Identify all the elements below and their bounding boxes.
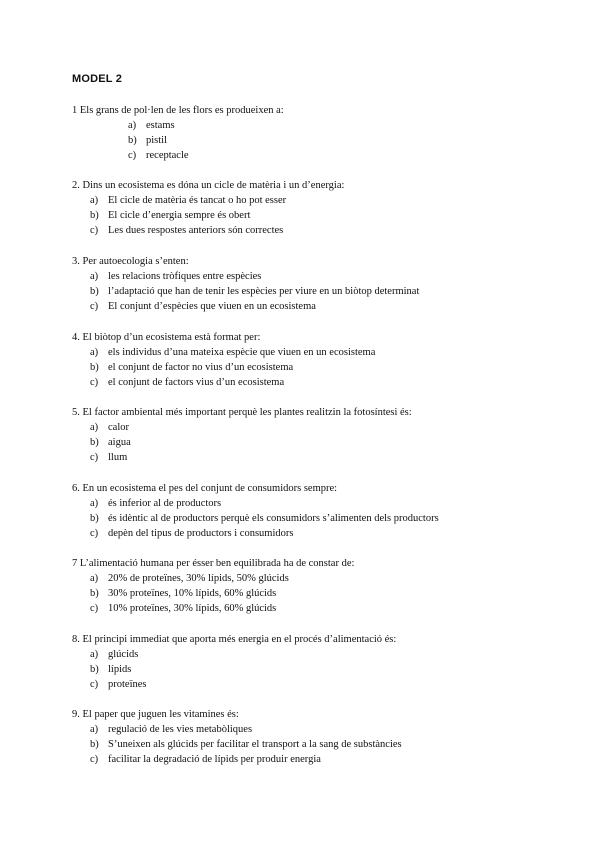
answer-option: b) és idèntic al de productors perquè els consumidors s’alimenten dels productors [90, 513, 439, 524]
answer-option: b) aigua [90, 437, 131, 448]
answer-option: a) els individus d’una mateixa espècie que viuen en un ecosistema [90, 347, 376, 358]
answer-option: c) facilitar la degradació de lípids per produir energia [90, 754, 321, 765]
answer-option: c) Les dues respostes anteriors són correctes [90, 225, 284, 236]
answer-option: a) El cicle de matèria és tancat o ho pot esser [90, 195, 287, 206]
answer-option: c) receptacle [128, 150, 189, 161]
question-stem: 9. El paper que juguen les vitamines és: [72, 709, 239, 720]
answer-option: a) regulació de les vies metabòliques [90, 724, 253, 735]
answer-option: a) és inferior al de productors [90, 498, 222, 509]
answer-option: a) les relacions tròfiques entre espècies [90, 271, 262, 282]
answer-option: b) pistil [128, 135, 168, 146]
question-1 [72, 103, 542, 163]
answer-option: b) 30% proteïnes, 10% lípids, 60% glúcids [90, 588, 277, 599]
question-stem: 7 L’alimentació humana per ésser ben equilibrada ha de constar de: [72, 558, 355, 569]
answer-option: a) estams [128, 120, 175, 131]
question-stem: 4. El biòtop d’un ecosistema està format per: [72, 332, 261, 343]
answer-option: c) 10% proteïnes, 30% lípids, 60% glúcids [90, 603, 277, 614]
question-stem: 5. El factor ambiental més important perquè les plantes realitzin la fotosíntesi és: [72, 407, 412, 418]
answer-option: b) S’uneixen als glúcids per facilitar el transport a la sang de substàncies [90, 739, 402, 750]
question-7 [72, 556, 542, 616]
question-stem: 3. Per autoecologia s’enten: [72, 256, 189, 267]
question-2 [72, 178, 542, 238]
answer-option: c) proteïnes [90, 679, 147, 690]
answer-option: a) calor [90, 422, 129, 433]
answer-option: b) l’adaptació que han de tenir les espècies per viure en un biòtop determinat [90, 286, 420, 297]
page-title: MODEL 2 [72, 73, 123, 85]
answer-option: c) llum [90, 452, 128, 463]
answer-option: c) depèn del tipus de productors i consumidors [90, 528, 294, 539]
answer-option: a) 20% de proteïnes, 30% lípids, 50% glúcids [90, 573, 289, 584]
question-3 [72, 254, 542, 314]
answer-option: a) glúcids [90, 649, 139, 660]
answer-option: c) el conjunt de factors vius d’un ecosistema [90, 377, 285, 388]
question-stem: 6. En un ecosistema el pes del conjunt de consumidors sempre: [72, 483, 338, 494]
question-6 [72, 481, 542, 541]
answer-option: b) lípids [90, 664, 132, 675]
question-stem: 8. El principi immediat que aporta més energia en el procés d’alimentació és: [72, 634, 397, 645]
question-5 [72, 405, 542, 465]
question-stem: 1 Els grans de pol·len de les flors es produeixen a: [72, 105, 284, 116]
question-4 [72, 330, 542, 390]
answer-option: b) el conjunt de factor no vius d’un ecosistema [90, 362, 294, 373]
question-8 [72, 632, 542, 692]
answer-option: c) El conjunt d’espècies que viuen en un ecosistema [90, 301, 316, 312]
question-stem: 2. Dins un ecosistema es dóna un cicle de matèria i un d’energia: [72, 180, 345, 191]
question-9 [72, 707, 542, 767]
answer-option: b) El cicle d’energia sempre és obert [90, 210, 251, 221]
